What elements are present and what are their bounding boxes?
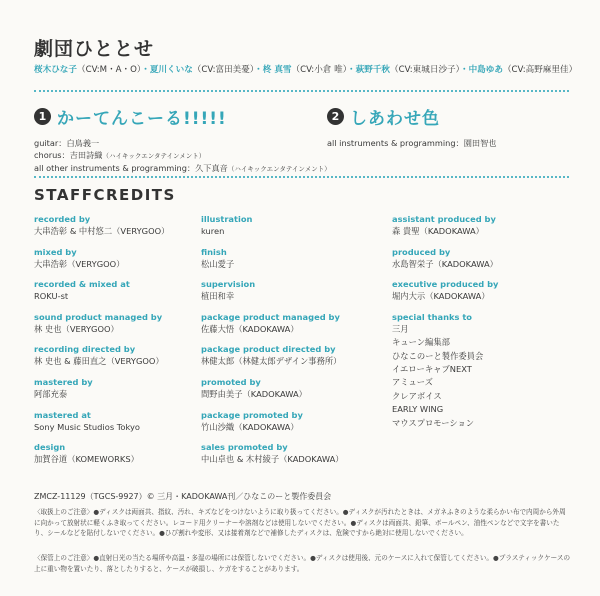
credit-entry — [201, 344, 344, 377]
credit-person: 林健太郎（林健太郎デザイン事務所） — [201, 356, 342, 367]
track-credit-line — [34, 149, 331, 162]
cast-cv: （CV:富田美憂） — [192, 65, 255, 75]
cast-cv: （CV:小倉 唯） — [291, 65, 348, 75]
credit-role: mixed by — [34, 246, 77, 257]
special-thanks-list — [392, 323, 498, 430]
credit-role: assistant produced by — [392, 214, 496, 224]
credit-role: recording directed by — [34, 344, 136, 355]
dotted-divider — [34, 90, 569, 92]
credit-role: sales promoted by — [201, 442, 288, 453]
credit-entry — [201, 279, 344, 312]
cast-name: 夏川くいな — [149, 65, 193, 75]
list-item: クレアボイス — [392, 390, 442, 401]
credit-entry — [392, 214, 498, 247]
credit-role: promoted by — [201, 376, 261, 387]
list-item: アミューズ — [392, 377, 433, 388]
credit-role: supervision — [201, 279, 256, 290]
track-credit-line — [34, 162, 331, 175]
credit-entry — [201, 312, 344, 345]
staff-credits-heading: STAFFCREDITS — [34, 186, 176, 204]
credit-entry — [34, 410, 169, 443]
credit-entry — [34, 344, 169, 377]
credit-role: package product managed by — [201, 311, 340, 322]
cast-cv: （CV:東城日沙子） — [390, 65, 460, 75]
credit-role: package promoted by — [201, 409, 303, 420]
credit-person: Sony Music Studios Tokyo — [34, 421, 141, 432]
cast-separator: ・ — [254, 65, 263, 75]
cast-cv: （CV:M・A・O） — [76, 65, 142, 75]
credit-role: sound product managed by — [34, 311, 163, 322]
credit-text: guitar：白鳥義一 — [34, 138, 100, 148]
cast-name: 萩野千秋 — [355, 65, 391, 75]
credit-person: 松山愛子 — [201, 258, 235, 269]
staff-column-3 — [392, 214, 498, 430]
track-credits — [34, 137, 331, 175]
credit-person: 大串浩彰 & 中村悠二（VERYGOO） — [34, 226, 170, 236]
credit-note: （ハイキックエンタテインメント） — [227, 165, 331, 173]
catalog-number: ZMCZ-11129（TGCS-9927）© 三月・KADOKAWA刊／ひなこのーと製作委員会 — [34, 492, 332, 501]
credit-person: 中山卓也 & 木村綾子（KADOKAWA） — [201, 454, 344, 465]
credit-text: all other instruments & programming：久下真音 — [34, 163, 228, 173]
credit-person: 阿部充泰 — [34, 388, 68, 399]
credit-entry — [201, 410, 344, 443]
group-title: 劇団ひととせ — [34, 38, 155, 60]
track-title: かーてんこーる!!!!! — [57, 109, 227, 129]
track-number-badge: 1 — [34, 108, 51, 125]
credit-person: kuren — [201, 226, 225, 236]
cast-separator: ・ — [141, 65, 150, 75]
cast-separator: ・ — [347, 65, 356, 75]
credit-role: recorded & mixed at — [34, 279, 130, 290]
list-item: 三月 — [392, 323, 409, 334]
credit-person: 水島智栄子（KADOKAWA） — [392, 258, 498, 269]
cast-separator: ・ — [459, 65, 469, 75]
track-title: しあわせ色 — [350, 109, 440, 129]
track-1 — [34, 104, 331, 175]
credit-entry — [392, 247, 498, 280]
credit-role: mastered at — [34, 409, 91, 420]
credit-person: 間野由美子（KADOKAWA） — [201, 388, 307, 399]
list-item: ひなこのーと製作委員会 — [392, 350, 484, 361]
cast-cv: （CV:高野麻里佳） — [502, 65, 578, 75]
cast-line — [34, 63, 579, 75]
credit-person: 林 史也 & 藤田直之（VERYGOO） — [34, 356, 164, 367]
credit-entry — [34, 214, 169, 247]
credit-person: 堀内大示（KADOKAWA） — [392, 291, 490, 302]
credit-role: special thanks to — [392, 311, 472, 322]
list-item: EARLY WING — [392, 404, 444, 415]
credit-person: 植田和幸 — [201, 291, 235, 302]
credit-note: （ハイキックエンタテインメント） — [102, 152, 206, 160]
staff-column-2 — [201, 214, 344, 475]
credit-role: executive produced by — [392, 279, 499, 290]
credit-entry — [34, 442, 169, 475]
track-credit-line — [327, 137, 496, 149]
track-credit-line — [34, 137, 331, 149]
track-number-badge: 2 — [327, 108, 344, 125]
list-item: マウスプロモーション — [392, 417, 475, 428]
credit-entry — [34, 279, 169, 312]
credit-entry — [201, 377, 344, 410]
credit-entry — [34, 247, 169, 280]
credit-role: illustration — [201, 214, 253, 224]
credit-entry — [201, 214, 344, 247]
track-credits — [327, 137, 496, 149]
special-thanks — [392, 312, 498, 430]
handling-notes: 〈取扱上のご注意〉●ディスクは両面共、指紋、汚れ、キズなどをつけないように取り扱ってください。●ディスクが汚れたときは、メガネふきのような柔らかい布で内周から外周に向かって放射状に軽くふき取ってください。レコード用クリーナーや溶剤などは使用しないでください。●ディスクは両面共、鉛筆、ボールペン、油性ペンなどで文字を書いたり、シールなどを貼付しないでください。●ひび割れや変形、又は接着剤などで補修したディスクは、危険ですから絶対に使用しないでください。 — [34, 508, 566, 537]
credit-person: 竹山沙織（KADOKAWA） — [201, 421, 299, 432]
credit-person: 加賀谷道（KOMEWORKS） — [34, 454, 139, 465]
credit-person: 大串浩彰（VERYGOO） — [34, 258, 125, 269]
credit-person: ROKU-st — [34, 291, 69, 302]
credit-role: produced by — [392, 246, 451, 257]
list-item: キューン編集部 — [392, 337, 450, 348]
credit-role: finish — [201, 246, 227, 257]
cast-name: 中島ゆあ — [468, 65, 503, 75]
credit-entry — [201, 442, 344, 475]
credit-role: recorded by — [34, 214, 91, 224]
staff-column-1 — [34, 214, 169, 475]
credit-text: all instruments & programming：園田智也 — [327, 138, 497, 148]
credit-person: 林 史也（VERYGOO） — [34, 323, 119, 334]
credit-role: design — [34, 442, 66, 453]
credit-role: mastered by — [34, 376, 93, 387]
credit-role: package product directed by — [201, 344, 336, 355]
track-2 — [327, 104, 496, 149]
credit-entry — [392, 279, 498, 312]
credit-text: chorus：吉田詩織 — [34, 150, 103, 160]
list-item: イエローキャブNEXT — [392, 364, 472, 374]
credit-entry — [34, 312, 169, 345]
credit-person: 森 貴聖（KADOKAWA） — [392, 226, 484, 236]
credit-entry — [34, 377, 169, 410]
cast-name: 柊 真雪 — [262, 65, 292, 75]
credit-person: 佐藤大悟（KADOKAWA） — [201, 323, 299, 334]
dotted-divider — [34, 176, 569, 178]
cast-name: 桜木ひな子 — [34, 65, 77, 75]
credit-entry — [201, 247, 344, 280]
storage-notes: 〈保管上のご注意〉●直射日光の当たる場所や高温・多湿の場所には保管しないでください。●ディスクは使用後、元のケースに入れて保管してください。●プラスティックケースの上に重い物を置いたり、落としたりすると、ケースが破損し、ケガをすることがあります。 — [34, 554, 571, 573]
